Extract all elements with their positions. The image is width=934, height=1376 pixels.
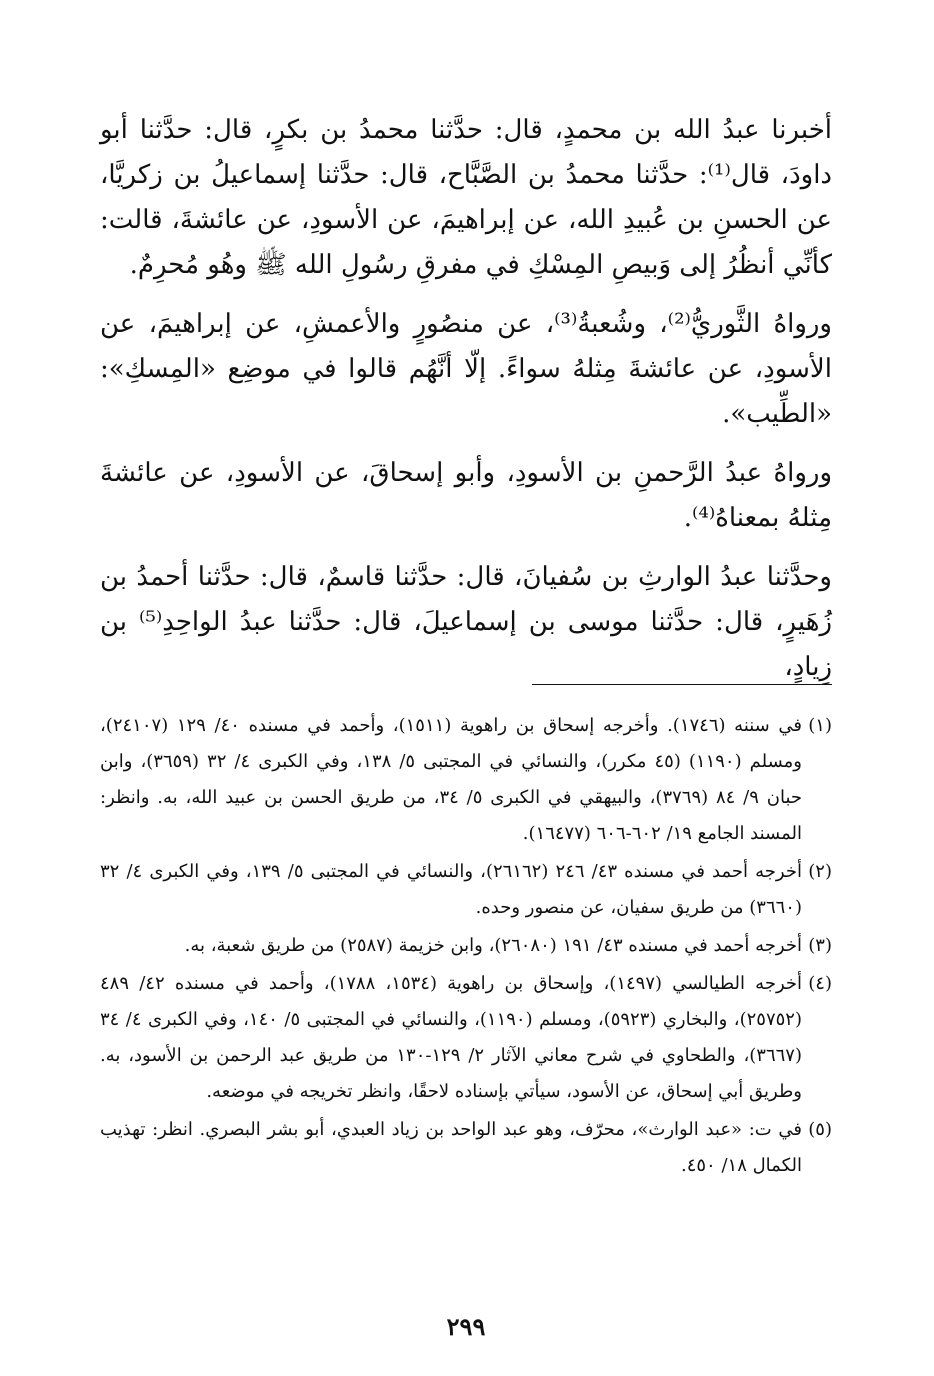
footnote-text: أخرجه الطيالسي (١٤٩٧)، وإسحاق بن راهوية (١٥٣٤، ١٧٨٨)، وأحمد في مسنده ٤٢/ ٤٨٩ (٢٥٧٥٢)، والبخاري (٥٩٢٣)، ومسلم (١١٩٠)، والنسائي في المجتبى ٥/ ١٤٠، وفي الكبرى ٤/ ٣٤ (٣٦٦٧)، والطحاوي في شرح معاني الآثار ٢/ ١٢٩-١٣٠ من طريق عبد الرحمن بن الأسود، به. وطريق أبي إسحاق، عن الأسود، سيأتي بإسناده لاحقًا، وانظر تخريجه في موضعه. — [100, 973, 802, 1102]
book-page — [100, 108, 832, 1358]
footnote-separator — [532, 684, 832, 685]
footnote-4 — [100, 966, 832, 1110]
footnote-number: (٢) — [808, 861, 832, 882]
footnote-text: أخرجه أحمد في مسنده ٤٣/ ٢٤٦ (٢٦١٦٢)، والنسائي في المجتبى ٥/ ١٣٩، وفي الكبرى ٤/ ٣٢ (٣٦٦٠) من طريق سفيان، عن منصور وحده. — [100, 861, 802, 918]
footnote-3 — [100, 928, 832, 964]
paragraph-1: أخبرنا عبدُ الله بن محمدٍ، قال: حدَّثنا محمدُ بن بكرٍ، قال: حدَّثنا أبو داودَ، قال⁽¹⁾: حدَّثنا محمدُ بن الصَّبَّاح، قال: حدَّثنا إسماعيلُ بن زكريَّا، عن الحسنِ بن عُبيدِ الله، عن إبراهيمَ، عن الأسودِ، عن عائشةَ، قالت: كأنِّي أنظُرُ إلى وَبيصِ المِسْكِ في مفرقِ رسُولِ الله ﷺ وهُو مُحرِمٌ. — [100, 115, 832, 280]
footnote-number: (٣) — [808, 935, 832, 956]
footnote-text: في ت: «عبد الوارث»، محرّف، وهو عبد الواحد بن زياد العبدي، أبو بشر البصري. انظر: تهذيب الكمال ١٨/ ٤٥٠. — [100, 1119, 802, 1176]
footnote-number: (٤) — [808, 973, 832, 994]
footnote-text: أخرجه أحمد في مسنده ٤٣/ ١٩١ (٢٦٠٨٠)، وابن خزيمة (٢٥٨٧) من طريق شعبة، به. — [184, 935, 802, 956]
footnote-number: (٥) — [808, 1119, 832, 1140]
page-number: ٢٩٩ — [446, 1312, 486, 1341]
paragraph-2: ورواهُ الثَّوريُّ⁽²⁾، وشُعبةُ⁽³⁾، عن منصُورٍ والأعمشِ، عن إبراهيمَ، عن الأسودِ، عن عائشةَ مِثلهُ سواءً. إلّا أنَّهُم قالوا في موضِع «المِسكِ»: «الطِّيب». — [100, 309, 832, 429]
footnotes — [100, 708, 832, 1186]
footnote-5 — [100, 1112, 832, 1184]
footnote-1 — [100, 708, 832, 852]
main-text — [100, 108, 832, 690]
footnote-2 — [100, 854, 832, 926]
footnote-text: في سننه (١٧٤٦). وأخرجه إسحاق بن راهوية (١٥١١)، وأحمد في مسنده ٤٠/ ١٢٩ (٢٤١٠٧)، ومسلم (١١٩٠) (٤٥ مكرر)، والنسائي في المجتبى ٥/ ١٣٨، وفي الكبرى ٤/ ٣٢ (٣٦٥٩)، وابن حبان ٩/ ٨٤ (٣٧٦٩)، والبيهقي في الكبرى ٥/ ٣٤، من طريق الحسن بن عبيد الله، به. وانظر: المسند الجامع ١٩/ ٦٠٢-٦٠٦ (١٦٤٧٧). — [100, 715, 803, 844]
footnote-number: (١) — [808, 715, 832, 736]
paragraph-3: ورواهُ عبدُ الرَّحمنِ بن الأسودِ، وأبو إسحاقَ، عن الأسودِ، عن عائشةَ مِثلهُ بمعناهُ⁽⁴⁾. — [100, 458, 832, 533]
paragraph-4: وحدَّثنا عبدُ الوارثِ بن سُفيانَ، قال: حدَّثنا قاسمٌ، قال: حدَّثنا أحمدُ بن زُهَيرٍ، قال: حدَّثنا موسى بن إسماعيلَ، قال: حدَّثنا عبدُ الواحِدِ⁽⁵⁾ بن زِيادٍ، — [100, 562, 832, 682]
